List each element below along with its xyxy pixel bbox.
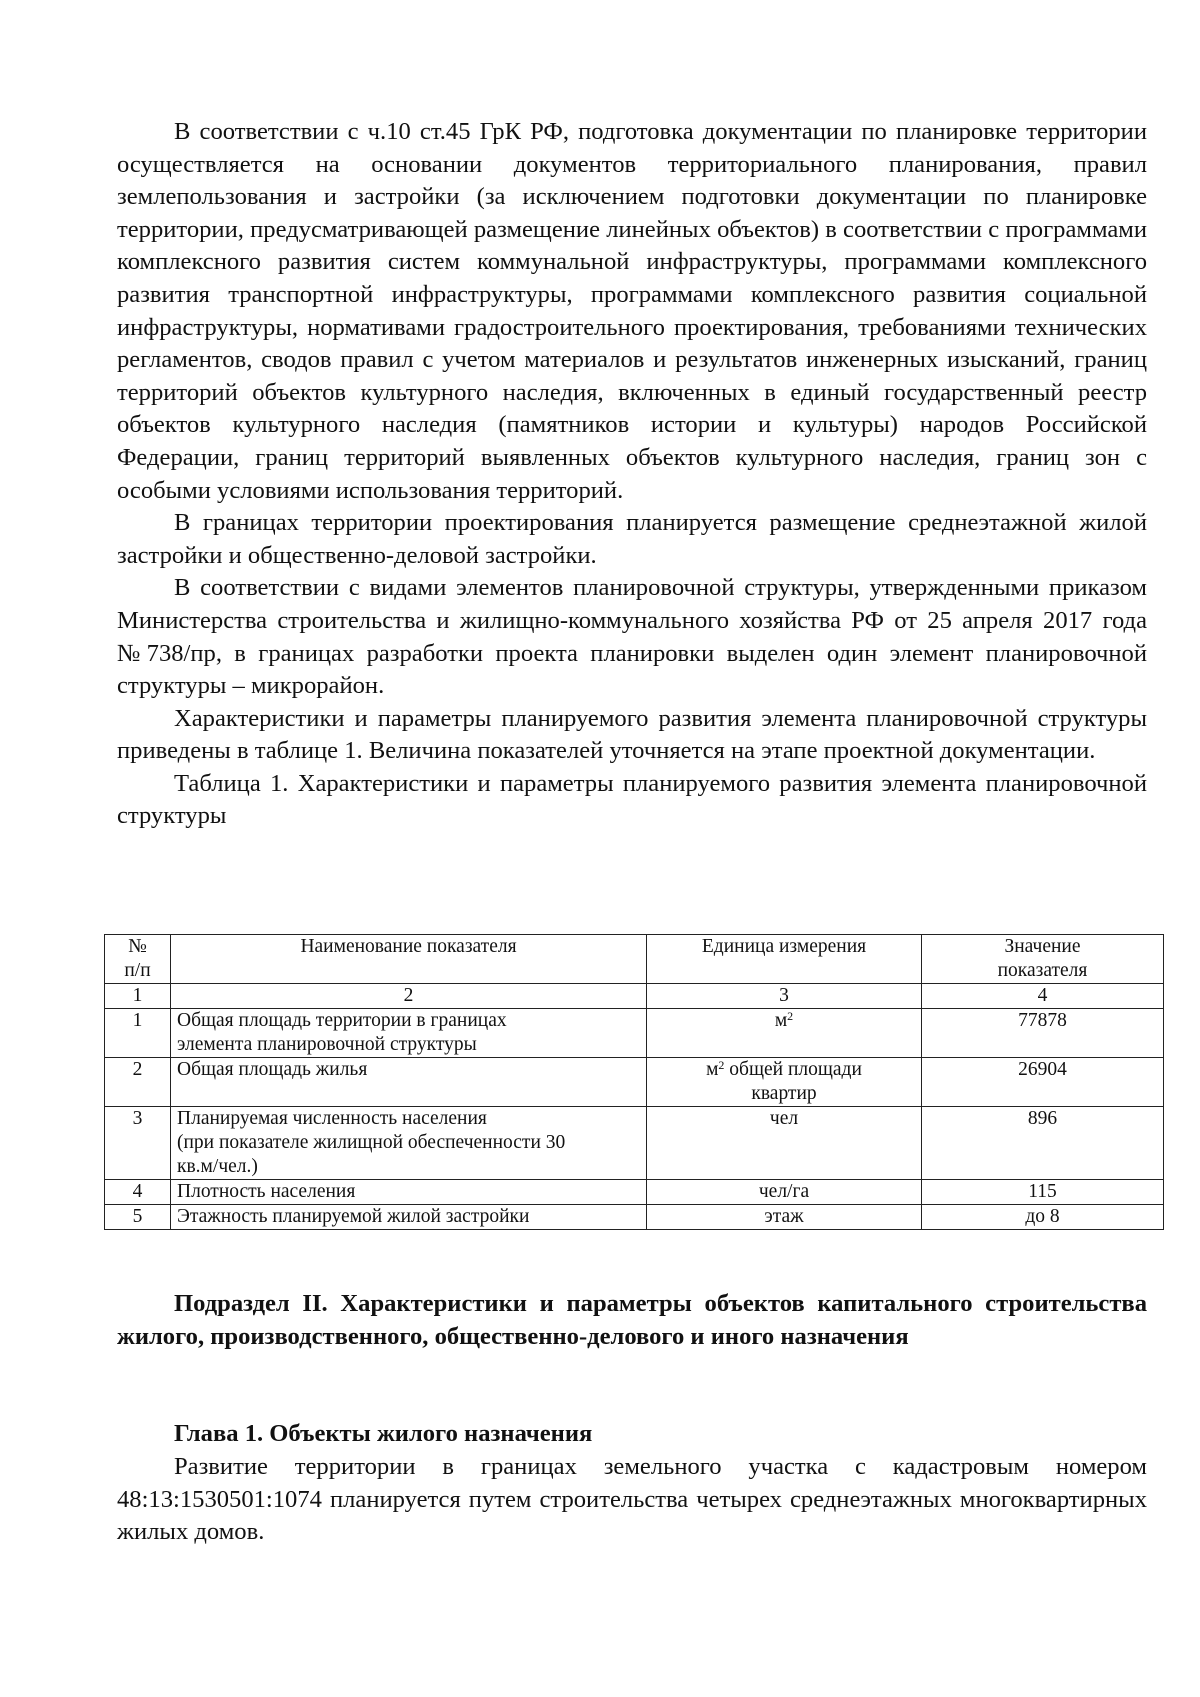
row-value: 896 (922, 1107, 1164, 1180)
chapter-text-block (117, 1451, 1147, 1549)
header-num: № п/п (105, 935, 171, 984)
table-caption: Таблица 1. Характеристики и параметры планируемого развития элемента планировочной структуры (117, 769, 1147, 830)
row-num: 4 (105, 1180, 171, 1205)
row-value: 26904 (922, 1058, 1164, 1107)
row-name: Этажность планируемой жилой застройки (171, 1205, 647, 1230)
row-name: Планируемая численность населения (при показателе жилищной обеспеченности 30 кв.м/чел.) (171, 1107, 647, 1180)
row-num: 5 (105, 1205, 171, 1230)
row-unit: $м^2$ (647, 1009, 922, 1058)
paragraph-table-reference: Характеристики и параметры планируемого развития элемента планировочной структуры приведены в таблице 1. Величина показателей уточняется на этапе проектной документации. (117, 704, 1147, 765)
table-row (105, 1205, 1164, 1230)
row-value: 115 (922, 1180, 1164, 1205)
row-name: Плотность населения (171, 1180, 647, 1205)
row-value: до 8 (922, 1205, 1164, 1230)
subsection-heading-block (117, 1288, 1147, 1353)
paragraph-planned-development: В границах территории проектирования планируется размещение среднеэтажной жилой застройки и общественно-деловой застройки. (117, 509, 1147, 569)
paragraph-planning-structure: В соответствии с видами элементов планировочной структуры, утвержденными приказом Министерства строительства и жилищно-коммунального хозяйства РФ от 25 апреля 2017 года №738/пр, в границах разработки проекта планировки выделен один элемент планировочной структуры – микрорайон. (117, 574, 1147, 700)
row-num: 3 (105, 1107, 171, 1180)
header-name: Наименование показателя (171, 935, 647, 984)
table-row (105, 1180, 1164, 1205)
row-value: 77878 (922, 1009, 1164, 1058)
subsection-title: Подраздел II. Характеристики и параметры объектов капитального строительства жилого, производственного, общественно-делового и иного назначения (117, 1290, 1147, 1350)
row-unit: чел/га (647, 1180, 922, 1205)
row-unit: $м^2$ общей площади квартир (647, 1058, 922, 1107)
chapter-title: Глава 1. Объекты жилого назначения (174, 1420, 593, 1447)
header-value: Значение показателя (922, 935, 1164, 984)
parameters-table (104, 934, 1164, 1230)
intro-text-block (117, 116, 1147, 833)
table-row (105, 1058, 1164, 1107)
row-name: Общая площадь жилья (171, 1058, 647, 1107)
paragraph-chapter: Развитие территории в границах земельного участка с кадастровым номером 48:13:1530501:1074 планируется путем строительства четырех среднеэтажных многоквартирных жилых домов. (117, 1453, 1147, 1546)
row-num: 1 (105, 1009, 171, 1058)
column-number: 3 (647, 984, 922, 1009)
row-unit: этаж (647, 1205, 922, 1230)
column-number: 1 (105, 984, 171, 1009)
chapter-heading-block (117, 1418, 1147, 1451)
column-number: 4 (922, 984, 1164, 1009)
table-row (105, 1009, 1164, 1058)
row-name: Общая площадь территории в границах элемента планировочной структуры (171, 1009, 647, 1058)
table-column-numbers-row (105, 984, 1164, 1009)
table-row (105, 1107, 1164, 1180)
column-number: 2 (171, 984, 647, 1009)
header-unit: Единица измерения (647, 935, 922, 984)
row-num: 2 (105, 1058, 171, 1107)
paragraph-legal-basis: В соответствии с ч.10 ст.45 ГрК РФ, подготовка документации по планировке территории осуществляется на основании документов территориального планирования, правил землепользования и застройки (за исключением подготовки документации по планировке территории, предусматривающей размещение линейных объектов) в соответствии с программами комплексного развития систем коммунальной инфраструктуры, программами комплексного развития транспортной инфраструктуры, программами комплексного развития социальной инфраструктуры, нормативами градостроительного проектирования, требованиями технических регламентов, сводов правил с учетом материалов и результатов инженерных изысканий, границ территорий объектов культурного наследия, включенных в единый государственный реестр объектов культурного наследия (памятников истории и культуры) народов Российской Федерации, границ территорий выявленных объектов культурного наследия, границ зон с особыми условиями использования территорий. (117, 118, 1147, 504)
row-unit: чел (647, 1107, 922, 1180)
table-header-row (105, 935, 1164, 984)
